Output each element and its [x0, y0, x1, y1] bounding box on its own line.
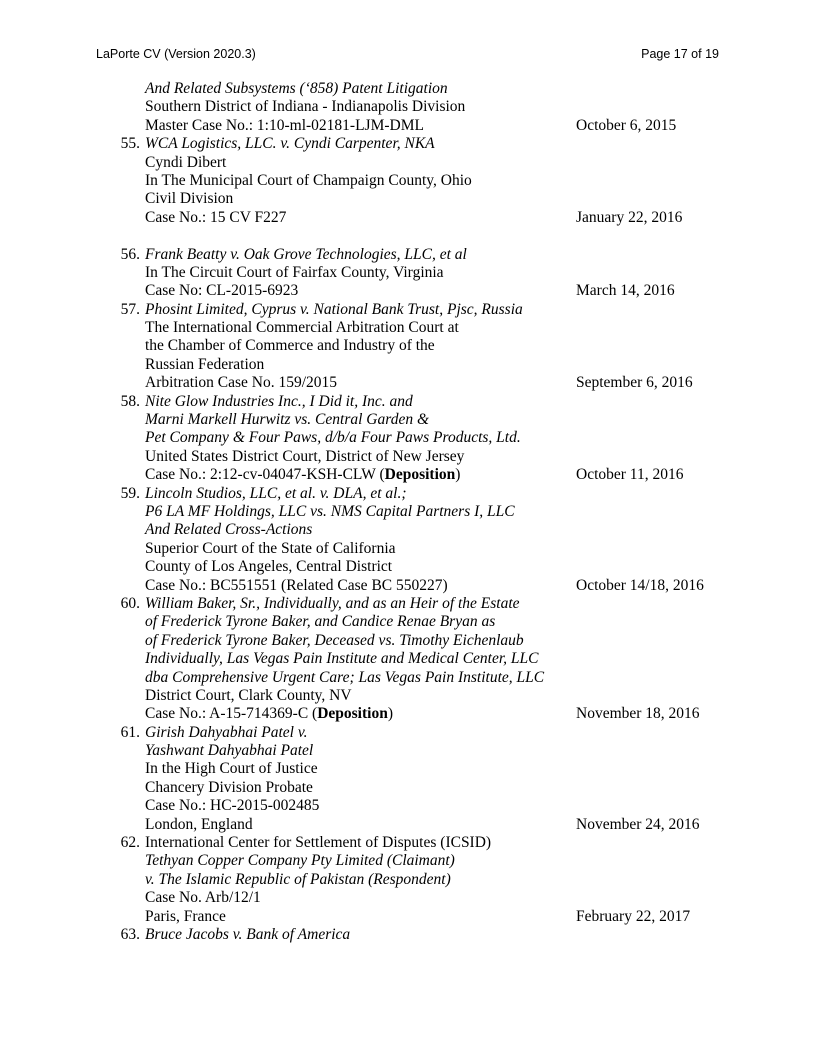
case-line: [0, 282, 816, 300]
case-text: [145, 172, 472, 190]
case-line: [0, 264, 816, 282]
case-text: [145, 816, 253, 834]
case-text-main: Civil Division: [145, 190, 234, 208]
case-number: 60.: [120, 594, 140, 612]
case-line: [0, 117, 816, 135]
case-line: [0, 301, 816, 319]
case-text-main: William Baker, Sr., Individually, and as an Heir of the Estate: [145, 594, 520, 612]
case-line: [0, 190, 816, 208]
deposition-label: Deposition: [317, 705, 388, 723]
case-text-main: International Center for Settlement of Disputes (ICSID): [145, 834, 492, 852]
case-line: [0, 154, 816, 172]
case-text: [145, 393, 413, 411]
case-line: [0, 80, 816, 98]
case-number: 61.: [120, 723, 140, 741]
case-text-main: In the High Court of Justice: [145, 760, 318, 778]
case-line: [0, 448, 816, 466]
case-text-main: London, England: [145, 815, 253, 833]
case-text: [145, 209, 286, 227]
case-text: [145, 687, 352, 705]
case-line: [0, 816, 816, 834]
case-line: [0, 209, 816, 227]
case-text-main: dba Comprehensive Urgent Care; Las Vegas Pain Institute, LLC: [145, 668, 545, 686]
case-text-main: Lincoln Studios, LLC, et al. v. DLA, et al.;: [145, 484, 407, 502]
case-text: [145, 705, 393, 723]
case-date: January 22, 2016: [576, 208, 683, 226]
case-text-main: P6 LA MF Holdings, LLC vs. NMS Capital Partners I, LLC: [145, 502, 515, 520]
case-text: [145, 154, 226, 172]
case-date: October 11, 2016: [576, 466, 684, 484]
case-text-main: Case No.: 2:12-cv-04047-KSH-CLW (: [145, 466, 385, 484]
case-text-main: Tethyan Copper Company Pty Limited (Claimant): [145, 852, 455, 870]
case-text-main: Case No.: BC551551 (Related Case BC 550227): [145, 576, 448, 594]
case-text: [145, 632, 524, 650]
case-number: 55.: [120, 135, 140, 153]
case-line: [0, 632, 816, 650]
case-number: 57.: [120, 300, 140, 318]
case-line: [0, 411, 816, 429]
case-text-main: Phosint Limited, Cyprus v. National Bank Trust, Pjsc, Russia: [145, 300, 523, 318]
case-line: [0, 650, 816, 668]
case-text-main: Frank Beatty v. Oak Grove Technologies, LLC, et al: [145, 245, 467, 263]
case-line: [0, 760, 816, 778]
case-text-main: Case No.: A-15-714369-C (: [145, 705, 318, 723]
case-text: [145, 135, 435, 153]
deposition-label: Deposition: [384, 466, 456, 484]
case-number: 62.: [120, 834, 140, 852]
case-text: [145, 448, 464, 466]
case-text-main: County of Los Angeles, Central District: [145, 558, 393, 576]
case-text: [145, 779, 313, 797]
case-line: [0, 503, 816, 521]
case-line: [0, 98, 816, 116]
case-text: [145, 246, 467, 264]
case-text: [145, 190, 233, 208]
case-text: [145, 613, 495, 631]
case-line: [0, 172, 816, 190]
case-line: [0, 466, 816, 484]
case-text-main: Case No: CL-2015-6923: [145, 282, 299, 300]
case-text-main: District Court, Clark County, NV: [145, 686, 352, 704]
case-line: [0, 558, 816, 576]
case-text-main: Master Case No.: 1:10-ml-02181-LJM-DML: [145, 116, 424, 134]
case-date: November 24, 2016: [576, 815, 700, 833]
case-text-main: Marni Markell Hurwitz vs. Central Garden &: [145, 411, 430, 429]
case-date: November 18, 2016: [576, 705, 700, 723]
case-text: [145, 429, 521, 447]
case-line: [0, 908, 816, 926]
case-text: [145, 98, 465, 116]
case-text: [145, 117, 424, 135]
case-text: [145, 669, 544, 687]
case-text: [145, 521, 312, 539]
case-text-main: The International Commercial Arbitration Court at: [145, 319, 459, 337]
case-line: [0, 246, 816, 264]
header-left: LaPorte CV (Version 2020.3): [96, 47, 256, 61]
case-text-main: of Frederick Tyrone Baker, and Candice Renae Bryan as: [145, 613, 496, 631]
case-text: [145, 485, 407, 503]
case-text-main: Girish Dahyabhai Patel v.: [145, 723, 308, 741]
case-date: September 6, 2016: [576, 374, 693, 392]
case-line: [0, 356, 816, 374]
case-date: October 14/18, 2016: [576, 576, 704, 594]
case-text: [145, 411, 429, 429]
case-line: [0, 669, 816, 687]
case-line: [0, 540, 816, 558]
case-text: [145, 337, 435, 355]
case-text-main: Paris, France: [145, 907, 226, 925]
case-line: [0, 834, 816, 852]
case-text-main: United States District Court, District of New Jersey: [145, 447, 465, 465]
case-line: [0, 577, 816, 595]
case-line: [0, 926, 816, 944]
case-text-main: Russian Federation: [145, 355, 265, 373]
case-list: [0, 80, 816, 944]
case-text: [145, 558, 392, 576]
case-text: [145, 374, 337, 392]
case-text: [145, 264, 444, 282]
case-text-main: Case No. Arb/12/1: [145, 889, 261, 907]
case-text: [145, 724, 307, 742]
case-text: [145, 503, 515, 521]
case-line: [0, 742, 816, 760]
case-text-main: Chancery Division Probate: [145, 778, 313, 796]
case-text-main: And Related Cross-Actions: [145, 521, 313, 539]
case-line: [0, 393, 816, 411]
case-number: 63.: [120, 925, 140, 943]
case-number: 58.: [120, 392, 140, 410]
case-text: [145, 301, 523, 319]
case-text: [145, 834, 491, 852]
case-text-main: Pet Company & Four Paws, d/b/a Four Paws Products, Ltd.: [145, 429, 521, 447]
case-text: [145, 852, 455, 870]
case-text-main: Arbitration Case No. 159/2015: [145, 374, 338, 392]
case-text-main: Individually, Las Vegas Pain Institute and Medical Center, LLC: [145, 650, 539, 668]
case-line: [0, 521, 816, 539]
case-text-main: v. The Islamic Republic of Pakistan (Respondent): [145, 870, 451, 888]
case-text-main: WCA Logistics, LLC. v. Cyndi Carpenter, NKA: [145, 135, 435, 153]
case-line: [0, 852, 816, 870]
case-text: [145, 466, 460, 484]
case-text: [145, 319, 459, 337]
case-text: [145, 282, 298, 300]
case-line: [0, 797, 816, 815]
case-line: [0, 613, 816, 631]
case-text-main: Yashwant Dahyabhai Patel: [145, 742, 314, 760]
case-line: [0, 871, 816, 889]
case-text: [145, 760, 318, 778]
case-text-main: Superior Court of the State of California: [145, 539, 396, 557]
case-number: 56.: [120, 245, 140, 263]
case-text-main: the Chamber of Commerce and Industry of the: [145, 337, 435, 355]
spacer: [0, 227, 816, 245]
case-text: [145, 889, 261, 907]
case-line: [0, 485, 816, 503]
case-text: [145, 926, 350, 944]
case-line: [0, 724, 816, 742]
case-text: [145, 742, 313, 760]
case-line: [0, 687, 816, 705]
case-text-main: Cyndi Dibert: [145, 153, 227, 171]
case-text: [145, 871, 451, 889]
case-text: [145, 540, 396, 558]
case-text: [145, 80, 448, 98]
case-text-main: of Frederick Tyrone Baker, Deceased vs. Timothy Eichenlaub: [145, 631, 524, 649]
case-line: [0, 889, 816, 907]
case-date: March 14, 2016: [576, 282, 675, 300]
case-date: October 6, 2015: [576, 116, 677, 134]
case-line: [0, 429, 816, 447]
case-text: [145, 797, 319, 815]
case-text: [145, 650, 539, 668]
case-text-main: Southern District of Indiana - Indianapolis Division: [145, 98, 466, 116]
case-number: 59.: [120, 484, 140, 502]
case-text: [145, 595, 520, 613]
case-line: [0, 374, 816, 392]
case-line: [0, 319, 816, 337]
case-line: [0, 705, 816, 723]
case-text-main: In The Circuit Court of Fairfax County, Virginia: [145, 263, 444, 281]
case-text: [145, 356, 264, 374]
header-page-number: Page 17 of 19: [641, 47, 719, 61]
case-line: [0, 135, 816, 153]
case-line: [0, 337, 816, 355]
case-line: [0, 779, 816, 797]
case-text-main: Case No.: HC-2015-002485: [145, 797, 320, 815]
case-text-main: Case No.: 15 CV F227: [145, 208, 287, 226]
case-text: [145, 908, 226, 926]
case-text-main: Nite Glow Industries Inc., I Did it, Inc. and: [145, 392, 413, 410]
case-text-main: Bruce Jacobs v. Bank of America: [145, 925, 351, 943]
case-date: February 22, 2017: [576, 907, 691, 925]
case-text-main: And Related Subsystems (‘858) Patent Litigation: [145, 80, 448, 97]
case-text-suffix: ): [387, 705, 393, 723]
case-text: [145, 577, 448, 595]
case-line: [0, 595, 816, 613]
case-text-suffix: ): [455, 466, 461, 484]
case-text-main: In The Municipal Court of Champaign County, Ohio: [145, 171, 472, 189]
